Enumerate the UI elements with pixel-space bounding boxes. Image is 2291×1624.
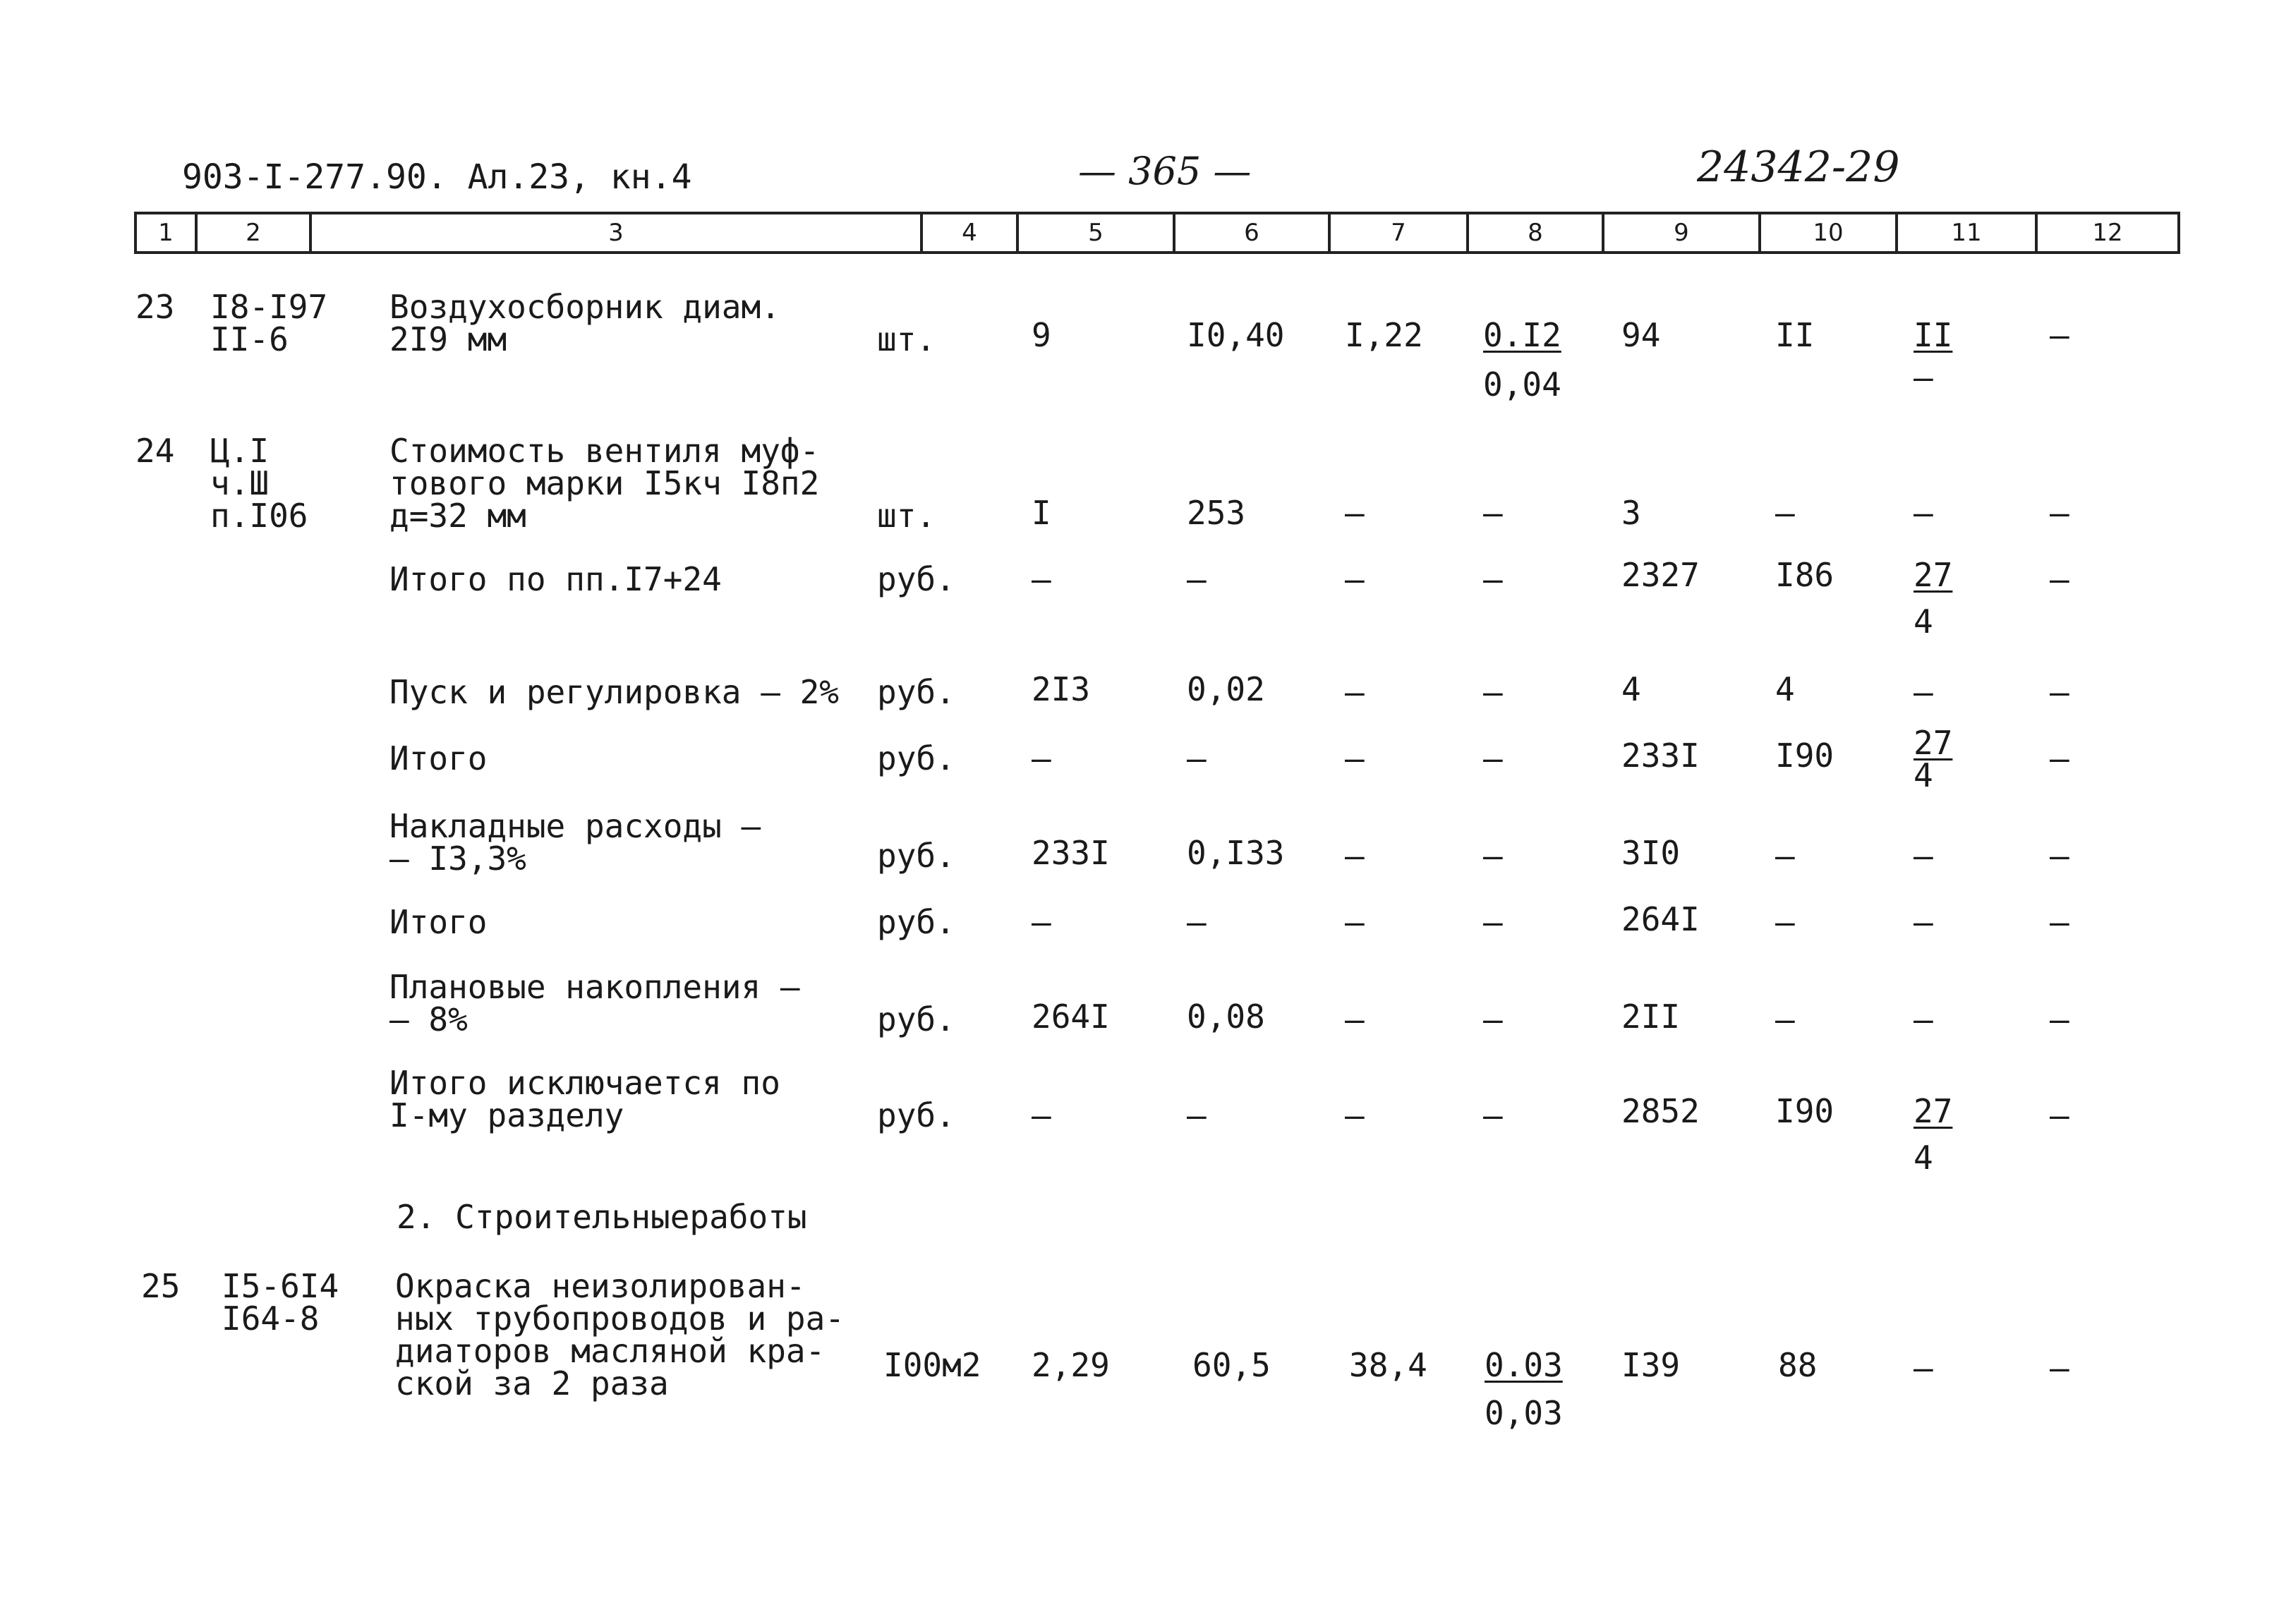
column-header-1: 1 bbox=[158, 219, 174, 247]
unit: шт. bbox=[877, 497, 936, 535]
column-9-value: 233I bbox=[1621, 737, 1700, 775]
quantity: 233I bbox=[1032, 834, 1110, 872]
column-8-value-lower: 0,04 bbox=[1483, 365, 1561, 404]
column-7-value: – bbox=[1345, 903, 1365, 941]
column-7-value: – bbox=[1345, 1096, 1365, 1134]
document-code: 903-I-277.90. Ал.23, кн.4 bbox=[182, 157, 692, 197]
quantity: 2I3 bbox=[1032, 670, 1091, 708]
unit-price: 60,5 bbox=[1192, 1346, 1271, 1384]
column-12-value: – bbox=[2050, 673, 2069, 711]
column-10-value: I86 bbox=[1775, 556, 1834, 594]
column-11-value: II bbox=[1914, 316, 1953, 354]
column-7-value: 38,4 bbox=[1349, 1346, 1427, 1384]
column-11-value-lower: 4 bbox=[1914, 756, 1933, 794]
unit-price: 0,I33 bbox=[1187, 834, 1285, 872]
column-9-value: 3I0 bbox=[1621, 834, 1681, 872]
quantity: 264I bbox=[1032, 998, 1110, 1036]
column-header-12: 12 bbox=[2035, 214, 2177, 251]
item-name: Пуск и регулировка – 2% bbox=[389, 673, 839, 711]
column-8-value: – bbox=[1483, 1096, 1503, 1134]
column-12-value: – bbox=[2050, 1349, 2069, 1387]
column-header-3: 3 bbox=[309, 214, 920, 251]
column-8-value: – bbox=[1483, 1000, 1503, 1038]
quantity: 2,29 bbox=[1032, 1346, 1110, 1384]
unit: I00м2 bbox=[883, 1346, 981, 1384]
column-7-value: – bbox=[1345, 673, 1365, 711]
item-name: Итого bbox=[389, 739, 488, 777]
unit: руб. bbox=[877, 837, 955, 875]
item-name: Накладные расходы – – I3,3% bbox=[389, 807, 761, 878]
column-7-value: – bbox=[1345, 1000, 1365, 1038]
sheet-number: 24342-29 bbox=[1697, 143, 1900, 192]
unit: шт. bbox=[877, 320, 936, 358]
column-header-8: 8 bbox=[1466, 214, 1602, 251]
unit-price: – bbox=[1187, 1096, 1207, 1134]
column-8-value: – bbox=[1483, 903, 1503, 941]
unit: руб. bbox=[877, 903, 955, 941]
row-number: 25 bbox=[141, 1267, 181, 1305]
item-name: Итого исключается по I-му разделу bbox=[389, 1064, 780, 1134]
column-8-value: 0.I2 bbox=[1483, 316, 1561, 354]
column-10-value: I90 bbox=[1775, 737, 1834, 775]
unit-price: 0,02 bbox=[1187, 670, 1265, 708]
column-11-value: 27 bbox=[1914, 724, 1953, 762]
column-10-value: – bbox=[1775, 494, 1795, 532]
column-10-value: 88 bbox=[1778, 1346, 1818, 1384]
column-8-value: – bbox=[1483, 673, 1503, 711]
column-11-value: – bbox=[1914, 903, 1933, 941]
column-7-value: – bbox=[1345, 837, 1365, 875]
column-11-value-lower: 4 bbox=[1914, 1139, 1933, 1177]
column-header-row bbox=[134, 212, 2180, 254]
unit: руб. bbox=[877, 673, 955, 711]
column-8-value: – bbox=[1483, 494, 1503, 532]
quantity: I bbox=[1032, 494, 1051, 532]
column-9-value: 2852 bbox=[1621, 1092, 1700, 1130]
column-10-value: I90 bbox=[1775, 1092, 1834, 1130]
unit-price: I0,40 bbox=[1187, 316, 1285, 354]
unit-price: – bbox=[1187, 903, 1207, 941]
column-header-5: 5 bbox=[1016, 214, 1173, 251]
column-11-value: – bbox=[1914, 1000, 1933, 1038]
column-11-value-lower: – bbox=[1914, 358, 1933, 396]
unit-price: 253 bbox=[1187, 494, 1246, 532]
column-10-value: – bbox=[1775, 1000, 1795, 1038]
column-12-value: – bbox=[2050, 739, 2069, 777]
column-header-11: 11 bbox=[1895, 214, 2035, 251]
column-12-value: – bbox=[2050, 1096, 2069, 1134]
item-name: Итого bbox=[389, 903, 488, 941]
column-12-value: – bbox=[2050, 837, 2069, 875]
column-header-6: 6 bbox=[1173, 214, 1328, 251]
column-header-7: 7 bbox=[1328, 214, 1466, 251]
item-name: Воздухосборник диам. 2I9 мм bbox=[389, 288, 780, 358]
quantity: – bbox=[1032, 560, 1051, 598]
unit: руб. bbox=[877, 1096, 955, 1134]
column-header-10: 10 bbox=[1758, 214, 1895, 251]
column-7-value: – bbox=[1345, 494, 1365, 532]
column-12-value: – bbox=[2050, 560, 2069, 598]
column-11-value: 27 bbox=[1914, 1092, 1953, 1130]
column-12-value: – bbox=[2050, 494, 2069, 532]
unit-price: – bbox=[1187, 739, 1207, 777]
column-header-2: 2 bbox=[195, 214, 309, 251]
column-9-value: 3 bbox=[1621, 494, 1641, 532]
unit: руб. bbox=[877, 1000, 955, 1038]
unit-price: 0,08 bbox=[1187, 998, 1265, 1036]
column-8-value: – bbox=[1483, 739, 1503, 777]
row-number: 23 bbox=[135, 288, 175, 326]
column-8-value: – bbox=[1483, 837, 1503, 875]
column-12-value: – bbox=[2050, 316, 2069, 354]
quantity: – bbox=[1032, 739, 1051, 777]
item-name: Стоимость вентиля муф- тового марки I5кч I8п2 д=32 мм bbox=[389, 432, 820, 535]
column-7-value: I,22 bbox=[1345, 316, 1423, 354]
item-name: Плановые накопления – – 8% bbox=[389, 968, 800, 1038]
row-number: 24 bbox=[135, 432, 175, 470]
price-code: I5-6I4 I64-8 bbox=[222, 1267, 339, 1338]
item-name: Окраска неизолирован- ных трубопроводов и ра- диаторов масляной кра- ской за 2 раза bbox=[395, 1267, 845, 1402]
column-7-value: – bbox=[1345, 739, 1365, 777]
column-8-value: 0.03 bbox=[1485, 1346, 1563, 1384]
price-code: I8-I97 II-6 bbox=[210, 288, 328, 358]
column-8-value-lower: 0,03 bbox=[1485, 1394, 1563, 1432]
column-10-value: – bbox=[1775, 903, 1795, 941]
column-7-value: – bbox=[1345, 560, 1365, 598]
quantity: 9 bbox=[1032, 316, 1051, 354]
column-9-value: I39 bbox=[1621, 1346, 1681, 1384]
column-11-value: – bbox=[1914, 673, 1933, 711]
column-10-value: – bbox=[1775, 837, 1795, 875]
section-title: 2. Строительныеработы bbox=[397, 1198, 807, 1236]
column-11-value: 27 bbox=[1914, 556, 1953, 594]
column-12-value: – bbox=[2050, 1000, 2069, 1038]
column-11-value-lower: 4 bbox=[1914, 602, 1933, 641]
column-9-value: 2II bbox=[1621, 998, 1681, 1036]
unit: руб. bbox=[877, 560, 955, 598]
column-header-4: 4 bbox=[920, 214, 1016, 251]
column-8-value: – bbox=[1483, 560, 1503, 598]
item-name: Итого по пп.I7+24 bbox=[389, 560, 722, 598]
column-9-value: 2327 bbox=[1621, 556, 1700, 594]
page-number: — 365 — bbox=[1078, 149, 1252, 193]
column-header-9: 9 bbox=[1602, 214, 1758, 251]
column-9-value: 94 bbox=[1621, 316, 1661, 354]
price-code: Ц.I ч.Ш п.I06 bbox=[210, 432, 308, 535]
column-10-value: II bbox=[1775, 316, 1815, 354]
unit: руб. bbox=[877, 739, 955, 777]
column-11-value: – bbox=[1914, 1349, 1933, 1387]
column-12-value: – bbox=[2050, 903, 2069, 941]
column-10-value: 4 bbox=[1775, 670, 1795, 708]
unit-price: – bbox=[1187, 560, 1207, 598]
quantity: – bbox=[1032, 903, 1051, 941]
column-9-value: 4 bbox=[1621, 670, 1641, 708]
column-11-value: – bbox=[1914, 494, 1933, 532]
column-11-value: – bbox=[1914, 837, 1933, 875]
quantity: – bbox=[1032, 1096, 1051, 1134]
column-9-value: 264I bbox=[1621, 900, 1700, 938]
